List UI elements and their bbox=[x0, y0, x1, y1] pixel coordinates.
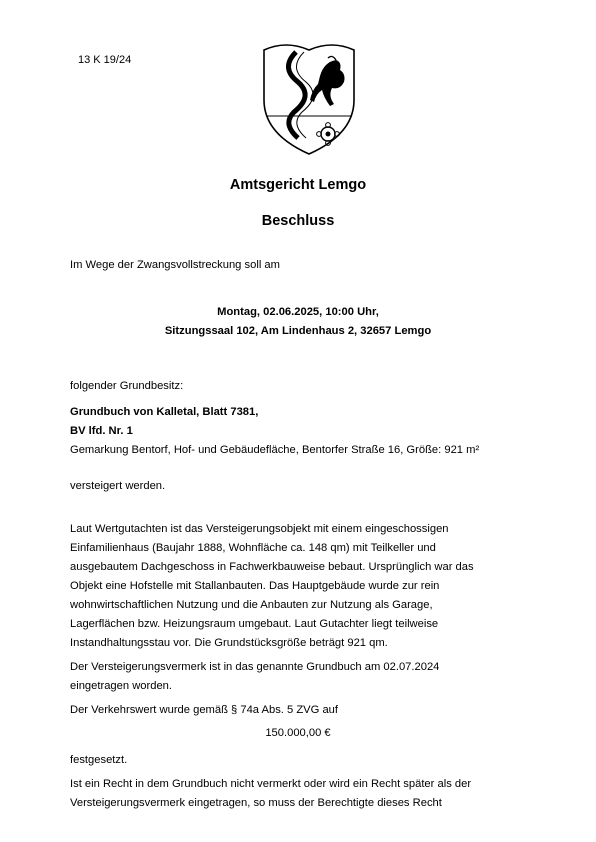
description-line: Objekt eine Hofstelle mit Stallanbauten. Das Hauptgebäude wurde zur rein bbox=[70, 580, 440, 592]
rights-paragraph bbox=[70, 775, 540, 813]
description-line: Laut Wertgutachten ist das Versteigerungsobjekt mit einem eingeschossigen bbox=[70, 523, 449, 535]
registration-paragraph bbox=[70, 658, 530, 696]
market-value-intro: Der Verkehrswert wurde gemäß § 74a Abs. 5 ZVG auf bbox=[70, 704, 339, 716]
appointment-location: Sitzungssaal 102, Am Lindenhaus 2, 32657 Lemgo bbox=[164, 325, 432, 337]
rights-line: Versteigerungsvermerk eingetragen, so muss der Berechtigte dieses Recht bbox=[70, 797, 442, 809]
court-name: Amtsgericht Lemgo bbox=[229, 177, 367, 193]
intro-text: Im Wege der Zwangsvollstreckung soll am bbox=[70, 259, 280, 271]
land-register-line: Grundbuch von Kalletal, Blatt 7381, bbox=[70, 406, 259, 418]
registration-line: eingetragen worden. bbox=[70, 680, 173, 692]
description-paragraph bbox=[70, 520, 530, 653]
market-value-outro: festgesetzt. bbox=[70, 754, 128, 766]
auction-phrase: versteigert werden. bbox=[70, 480, 166, 492]
property-intro: folgender Grundbesitz: bbox=[70, 380, 184, 392]
description-line: Lagerflächen bzw. Heizungsraum umgebaut. Laut Gutachter liegt teilweise bbox=[70, 618, 439, 630]
description-line: Einfamilienhaus (Baujahr 1888, Wohnfläche ca. 148 qm) mit Teilkeller und bbox=[70, 542, 436, 554]
market-value: 150.000,00 € bbox=[265, 727, 331, 739]
coat-of-arms-icon bbox=[258, 38, 360, 156]
description-line: ausgebautem Dachgeschoss in Fachwerkbauweise bebaut. Ursprünglich war das bbox=[70, 561, 474, 573]
land-register-line: Gemarkung Bentorf, Hof- und Gebäudefläche, Bentorfer Straße 16, Größe: 921 m² bbox=[70, 444, 480, 456]
rights-line: Ist ein Recht in dem Grundbuch nicht vermerkt oder wird ein Recht später als der bbox=[70, 778, 472, 790]
case-number: 13 K 19/24 bbox=[78, 54, 132, 66]
registration-line: Der Versteigerungsvermerk ist in das genannte Grundbuch am 02.07.2024 bbox=[70, 661, 440, 673]
description-line: wohnwirtschaftlichen Nutzung und die Anbauten zur Nutzung als Garage, bbox=[70, 599, 433, 611]
land-register-line: BV lfd. Nr. 1 bbox=[70, 425, 133, 437]
description-line: Instandhaltungsstau vor. Die Grundstücksgröße beträgt 921 qm. bbox=[70, 637, 388, 649]
document-title: Beschluss bbox=[261, 213, 335, 229]
appointment-date: Montag, 02.06.2025, 10:00 Uhr, bbox=[217, 306, 379, 318]
